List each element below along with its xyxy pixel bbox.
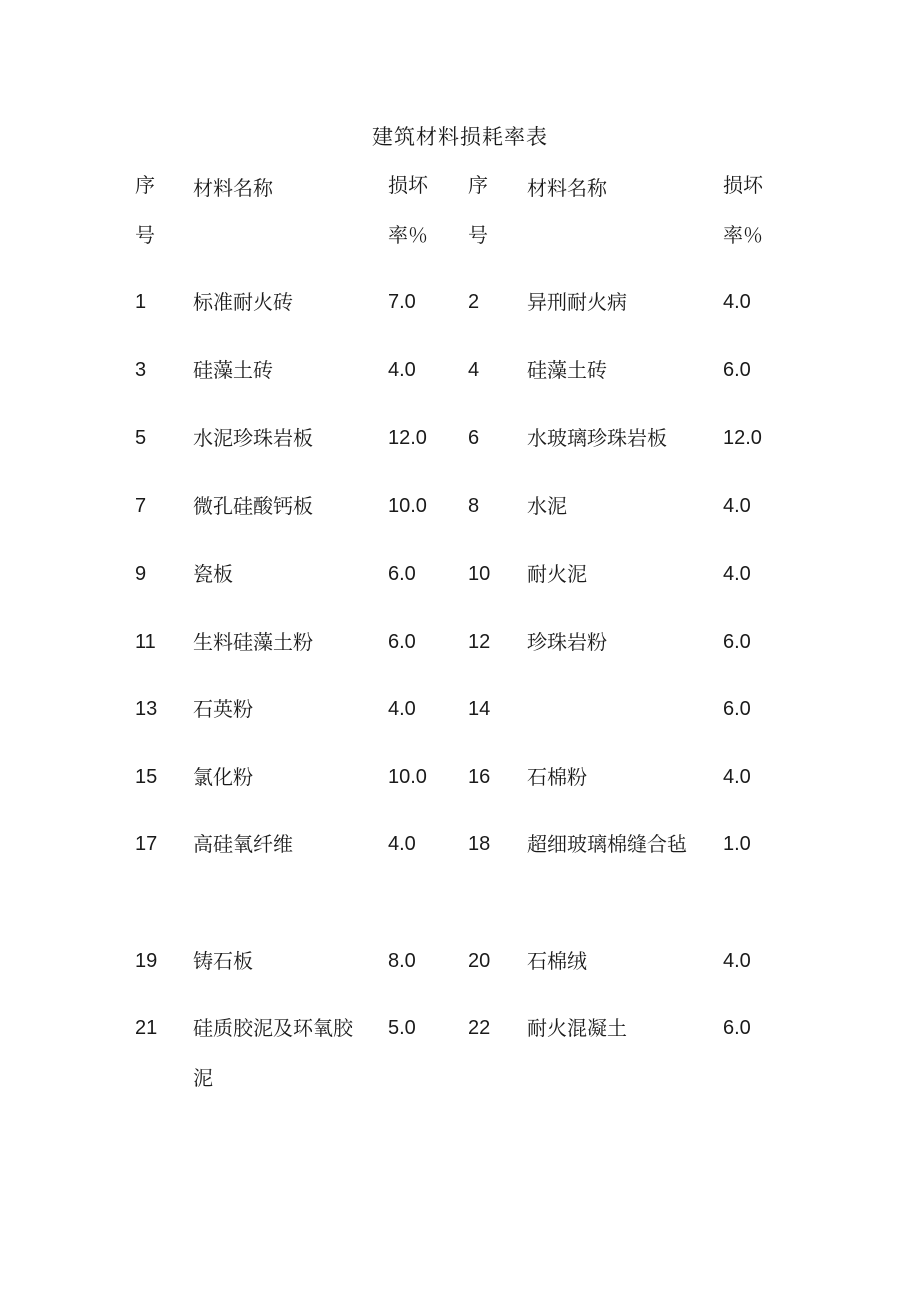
- row-material-right: 耐火泥: [527, 562, 587, 586]
- row-seq-left: 1: [135, 291, 147, 313]
- header-name-1: 材料名称: [193, 176, 273, 200]
- row-material-right: 水玻璃珍珠岩板: [527, 426, 667, 450]
- header-rate-line2: 率％: [388, 223, 428, 247]
- header-name-2: 材料名称: [527, 176, 607, 200]
- row-material-right: 硅藻土砖: [527, 358, 607, 382]
- header-seq-2: [468, 160, 508, 260]
- row-material-right: 异刑耐火病: [527, 290, 627, 314]
- row-rate-left: 4.0: [388, 833, 416, 855]
- row-seq-right: 10: [468, 563, 491, 585]
- row-material-left: 水泥珍珠岩板: [193, 426, 313, 450]
- row-rate-right: 6.0: [723, 359, 751, 381]
- row-material-left: 标准耐火砖: [193, 290, 293, 314]
- row-seq-right: 14: [468, 698, 491, 720]
- header-rate-1: [388, 160, 448, 260]
- row-rate-right: 4.0: [723, 563, 751, 585]
- header-seq-line1: 序: [468, 173, 488, 197]
- row-material-right: 石棉绒: [527, 949, 587, 973]
- row-material-left: 铸石板: [193, 949, 253, 973]
- row-material-left: 硅质胶泥及环氧胶泥: [193, 1016, 353, 1090]
- header-seq-line2: 号: [135, 223, 155, 247]
- row-material-right: 耐火混凝土: [527, 1016, 627, 1040]
- row-seq-right: 2: [468, 291, 480, 313]
- row-seq-right: 6: [468, 427, 480, 449]
- row-material-left: 石英粉: [193, 697, 253, 721]
- row-material-left: 高硅氧纤维: [193, 832, 293, 856]
- row-seq-left: 9: [135, 563, 147, 585]
- row-rate-right: 1.0: [723, 833, 751, 855]
- row-rate-right: 4.0: [723, 291, 751, 313]
- row-rate-right: 4.0: [723, 766, 751, 788]
- row-material-right: 超细玻璃棉缝合毡: [527, 832, 687, 856]
- row-seq-right: 22: [468, 1017, 491, 1039]
- row-rate-left: 6.0: [388, 631, 416, 653]
- row-rate-right: 4.0: [723, 495, 751, 517]
- row-rate-left: 4.0: [388, 359, 416, 381]
- row-rate-right: 6.0: [723, 698, 751, 720]
- row-rate-right: 6.0: [723, 1017, 751, 1039]
- row-rate-left: 12.0: [388, 427, 427, 449]
- row-rate-left: 10.0: [388, 495, 427, 517]
- header-rate-line1: 损坏: [388, 173, 428, 197]
- row-rate-left: 10.0: [388, 766, 427, 788]
- header-rate-2: [723, 160, 783, 260]
- header-seq-1: [135, 160, 175, 260]
- row-material-right: 水泥: [527, 494, 567, 518]
- row-seq-left: 3: [135, 359, 147, 381]
- row-rate-left: 5.0: [388, 1017, 416, 1039]
- row-seq-left: 7: [135, 495, 147, 517]
- row-rate-right: 6.0: [723, 631, 751, 653]
- row-seq-right: 20: [468, 950, 491, 972]
- row-rate-left: 7.0: [388, 291, 416, 313]
- row-seq-right: 18: [468, 833, 491, 855]
- row-seq-right: 4: [468, 359, 480, 381]
- header-seq-line2: 号: [468, 223, 488, 247]
- row-seq-left: 11: [135, 631, 156, 653]
- row-rate-right: 4.0: [723, 950, 751, 972]
- row-seq-right: 8: [468, 495, 480, 517]
- row-seq-right: 16: [468, 766, 491, 788]
- row-seq-left: 21: [135, 1017, 158, 1039]
- row-material-left: 硅藻土砖: [193, 358, 273, 382]
- row-material-left: 微孔硅酸钙板: [193, 494, 313, 518]
- row-seq-left: 13: [135, 698, 158, 720]
- row-material-left: 生料硅藻土粉: [193, 630, 313, 654]
- header-rate-line1: 损坏: [723, 173, 763, 197]
- row-seq-left: 19: [135, 950, 158, 972]
- row-material-left: 瓷板: [193, 562, 233, 586]
- row-seq-left: 5: [135, 427, 147, 449]
- row-material-right: 珍珠岩粉: [527, 630, 607, 654]
- header-seq-line1: 序: [135, 173, 155, 197]
- row-material-right: 石棉粉: [527, 765, 587, 789]
- row-seq-left: 17: [135, 833, 158, 855]
- row-seq-right: 12: [468, 631, 491, 653]
- row-rate-left: 6.0: [388, 563, 416, 585]
- document-title: 建筑材料损耗率表: [372, 125, 548, 149]
- row-seq-left: 15: [135, 766, 158, 788]
- row-material-left: 氯化粉: [193, 765, 253, 789]
- row-rate-left: 8.0: [388, 950, 416, 972]
- header-rate-line2: 率％: [723, 223, 763, 247]
- row-rate-right: 12.0: [723, 427, 762, 449]
- row-rate-left: 4.0: [388, 698, 416, 720]
